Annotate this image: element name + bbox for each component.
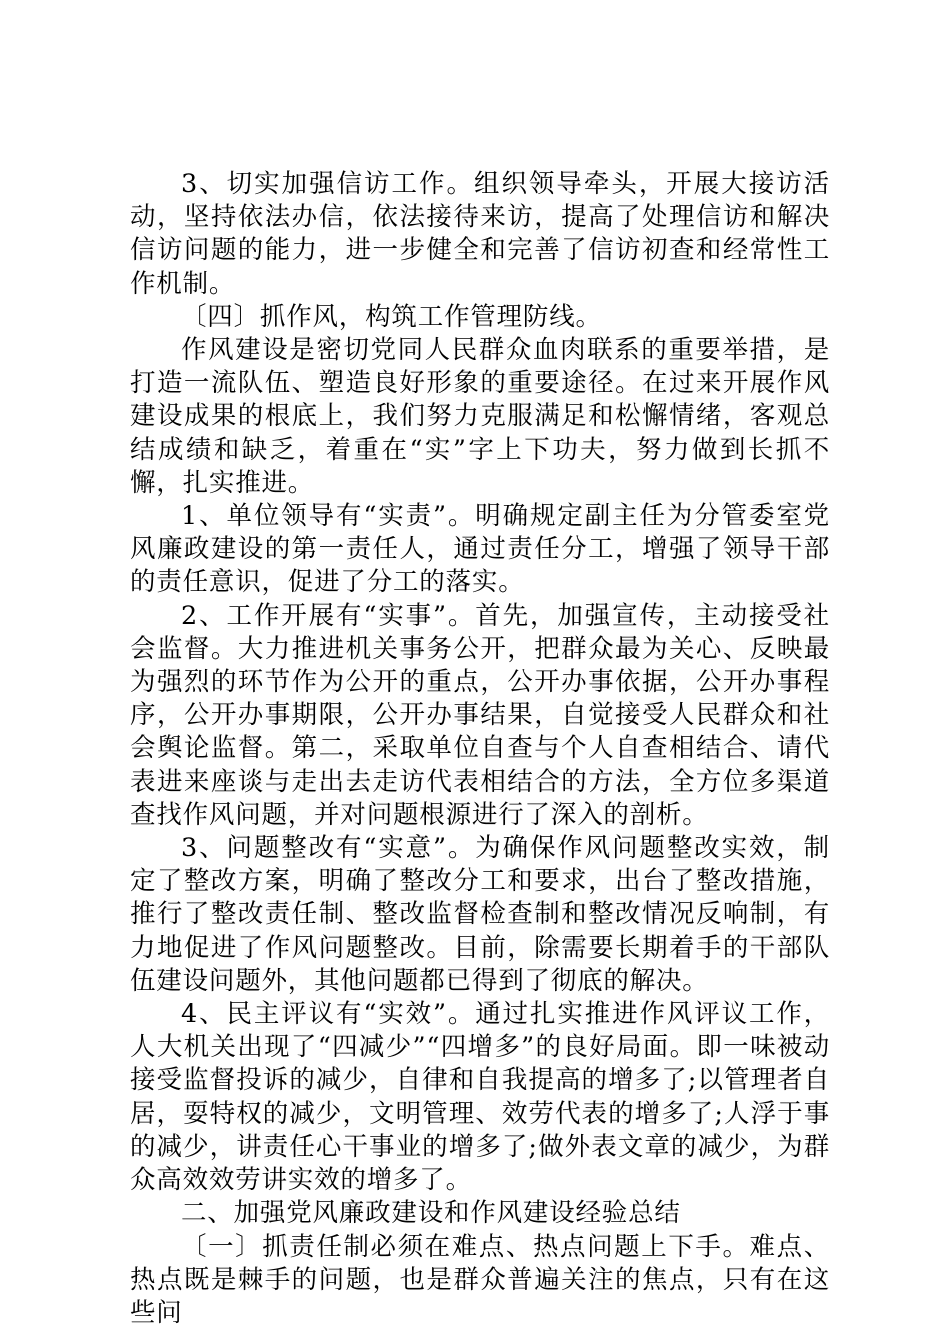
paragraph-petition-work: 3、切实加强信访工作。组织领导牵头，开展大接访活动，坚持依法办信，依法接待来访，提高了处理信访和解决信访问题的能力，进一步健全和完善了信访初查和经常性工作机制。 bbox=[130, 169, 830, 299]
document-body bbox=[130, 168, 830, 1330]
section-heading-work-style: 〔四〕抓作风，构筑工作管理防线。 bbox=[181, 301, 602, 332]
paragraph-work-style-intro: 作风建设是密切党同人民群众血肉联系的重要举措，是打造一流队伍、塑造良好形象的重要途径。在过来开展作风建设成果的根底上，我们努力克服满足和松懈情绪，客观总结成绩和缺乏，着重在“实”字上下功夫，努力做到长抓不懈，扎实推进。 bbox=[130, 335, 830, 498]
section-heading-experience-summary: 二、加强党风廉政建设和作风建设经验总结 bbox=[181, 1198, 681, 1229]
paragraph-responsibility-system: 〔一〕抓责任制必须在难点、热点问题上下手。难点、热点既是棘手的问题，也是群众普遍关注的焦点，只有在这些问 bbox=[130, 1231, 830, 1328]
paragraph-practical-work: 2、工作开展有“实事”。首先，加强宣传，主动接受社会监督。大力推进机关事务公开，把群众最为关心、反映最为强烈的环节作为公开的重点，公开办事依据，公开办事程序，公开办事期限，公开办事结果，自觉接受人民群众和社会舆论监督。第二，采取单位自查与个人自查相结合、请代表进来座谈与走出去走访代表相结合的方法，全方位多渠道查找作风问题，并对问题根源进行了深入的剖析。 bbox=[130, 600, 830, 830]
paragraph-leadership-responsibility: 1、单位领导有“实责”。明确规定副主任为分管委室党风廉政建设的第一责任人，通过责任分工，增强了领导干部的责任意识，促进了分工的落实。 bbox=[130, 501, 830, 598]
paragraph-democratic-review: 4、民主评议有“实效”。通过扎实推进作风评议工作，人大机关出现了“四减少”“四增多”的良好局面。即一味被动接受监督投诉的减少，自律和自我提高的增多了;以管理者自居，耍特权的减少，文明管理、效劳代表的增多了;人浮于事的减少，讲责任心干事业的增多了;做外表文章的减少，为群众高效效劳讲实效的增多了。 bbox=[130, 999, 830, 1196]
paragraph-rectification: 3、问题整改有“实意”。为确保作风问题整改实效，制定了整改方案，明确了整改分工和要求，出台了整改措施，推行了整改责任制、整改监督检查制和整改情况反响制，有力地促进了作风问题整改。目前，除需要长期着手的干部队伍建设问题外，其他问题都已得到了彻底的解决。 bbox=[130, 833, 830, 996]
